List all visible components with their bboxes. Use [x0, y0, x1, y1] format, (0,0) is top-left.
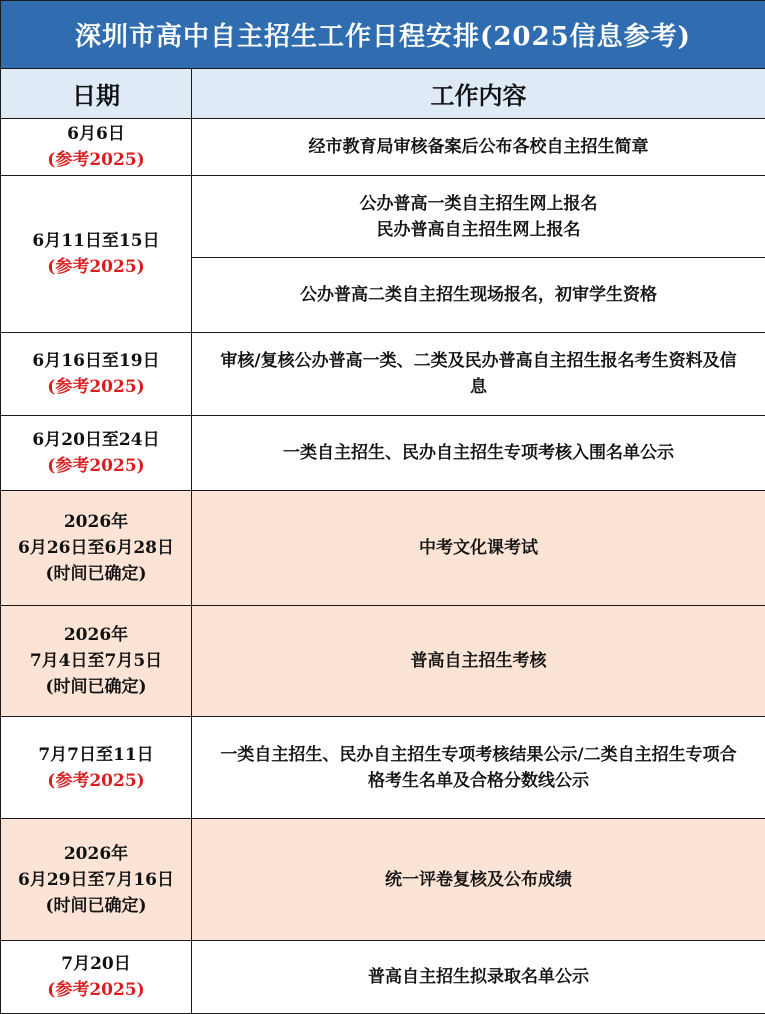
task-cell: 公办普高一类自主招生网上报名 民办普高自主招生网上报名 [192, 176, 765, 258]
table-row [1, 416, 765, 491]
date-text: 7月20日 [7, 951, 185, 977]
date-cell [1, 717, 192, 819]
task-cell: 普高自主招生考核 [192, 606, 765, 717]
table-row [1, 606, 765, 717]
date-text: 6月20日至24日 [7, 427, 185, 453]
task-cell: 中考文化课考试 [192, 491, 765, 606]
table-row [1, 819, 765, 941]
table-row [1, 333, 765, 416]
table-row [1, 941, 765, 1014]
table-row [1, 176, 765, 258]
date-text: 6月11日至15日 [7, 228, 185, 254]
reference-note: (参考2025) [7, 453, 185, 479]
date-text: 6月16日至19日 [7, 348, 185, 374]
task-cell: 一类自主招生、民办自主招生专项考核结果公示/二类自主招生专项合格考生名单及合格分数线公示 [192, 717, 765, 819]
date-cell [1, 941, 192, 1014]
task-cell: 公办普高二类自主招生现场报名，初审学生资格 [192, 258, 765, 333]
date-cell: 2026年 6月29日至7月16日 (时间已确定) [1, 819, 192, 941]
date-text: 7月7日至11日 [7, 742, 185, 768]
reference-note: (参考2025) [7, 768, 185, 794]
date-cell [1, 416, 192, 491]
column-header-date: 日期 [1, 69, 192, 119]
reference-note: (参考2025) [7, 374, 185, 400]
reference-note: (参考2025) [7, 147, 185, 173]
column-header-content: 工作内容 [192, 69, 765, 119]
task-cell: 普高自主招生拟录取名单公示 [192, 941, 765, 1014]
page-title: 深圳市高中自主招生工作日程安排(2025信息参考) [1, 1, 765, 69]
task-cell: 审核/复核公办普高一类、二类及民办普高自主招生报名考生资料及信息 [192, 333, 765, 416]
reference-note: (参考2025) [7, 977, 185, 1003]
table-row [1, 119, 765, 176]
task-cell: 经市教育局审核备案后公布各校自主招生简章 [192, 119, 765, 176]
date-text: 6月6日 [7, 121, 185, 147]
task-cell: 统一评卷复核及公布成绩 [192, 819, 765, 941]
task-cell: 一类自主招生、民办自主招生专项考核入围名单公示 [192, 416, 765, 491]
date-cell [1, 176, 192, 333]
reference-note: (参考2025) [7, 254, 185, 280]
date-cell: 2026年 6月26日至6月28日 (时间已确定) [1, 491, 192, 606]
table-row [1, 717, 765, 819]
date-cell [1, 119, 192, 176]
table-row [1, 491, 765, 606]
date-cell [1, 333, 192, 416]
date-cell: 2026年 7月4日至7月5日 (时间已确定) [1, 606, 192, 717]
